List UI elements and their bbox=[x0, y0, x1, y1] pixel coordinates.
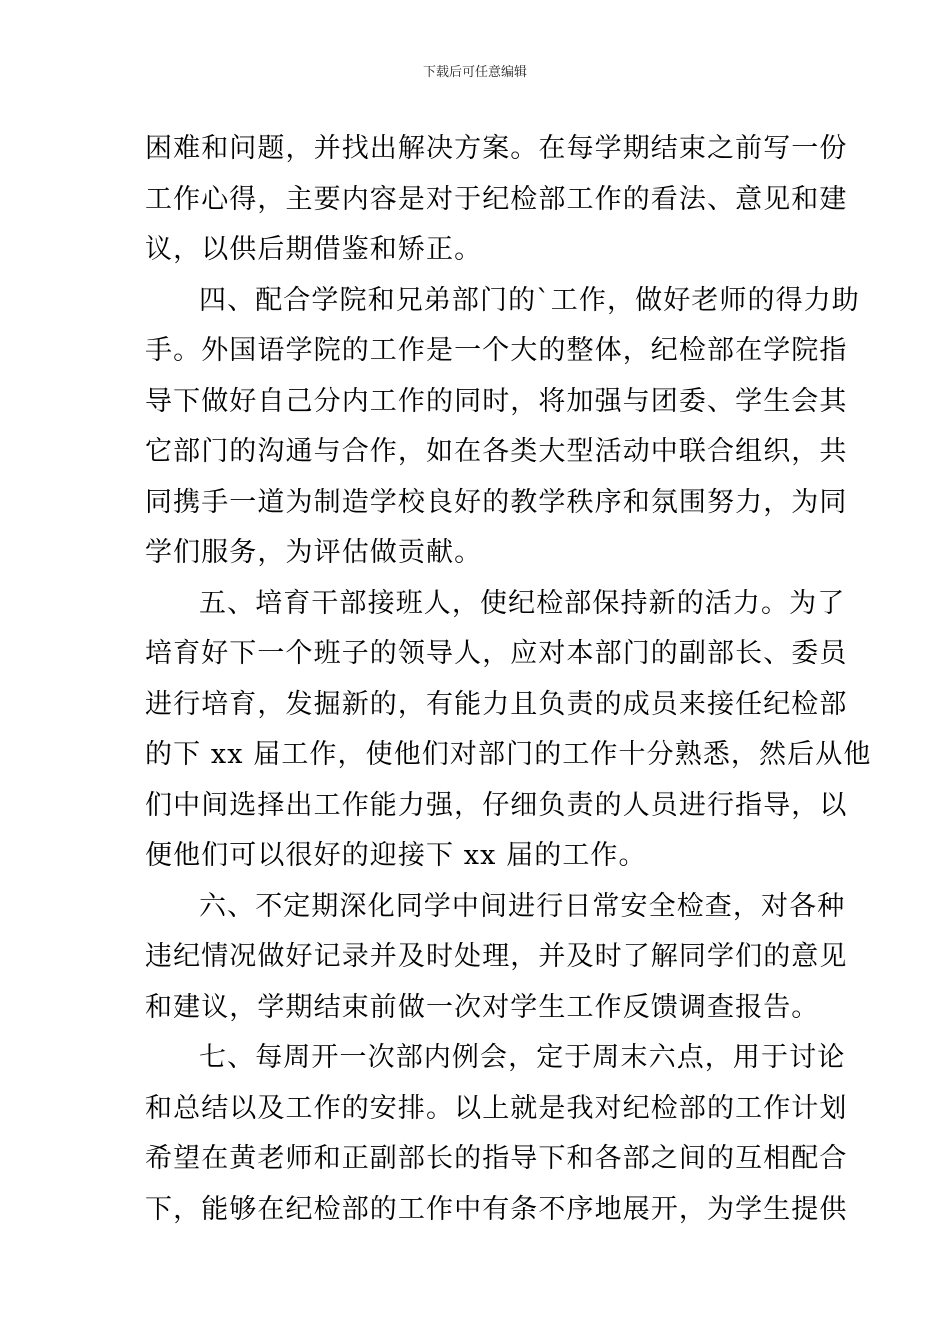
text-line: 导下做好自己分内工作的同时，将加强与团委、学生会其 bbox=[145, 385, 848, 417]
paragraph-3 bbox=[145, 579, 872, 882]
text-line: 进行培育，发掘新的，有能力且负责的成员来接任纪检部 bbox=[145, 688, 848, 720]
text-line: 的下 xx 届工作，使他们对部门的工作十分熟悉，然后从他 bbox=[145, 739, 872, 770]
text-line: 七、每周开一次部内例会，定于周末六点，用于讨论 bbox=[199, 1042, 846, 1073]
text-line: 六、不定期深化同学中间进行日常安全检查，对各种 bbox=[199, 890, 846, 922]
text-line: 四、配合学院和兄弟部门的`工作，做好老师的得力助 bbox=[199, 284, 860, 316]
page-header: 下载后可任意编辑 bbox=[422, 65, 527, 80]
text-line: 们中间选择出工作能力强，仔细负责的人员进行指导，以 bbox=[145, 789, 848, 821]
text-line: 议，以供后期借鉴和矫正。 bbox=[145, 234, 483, 265]
text-line: 工作心得，主要内容是对于纪检部工作的看法、意见和建 bbox=[145, 183, 848, 215]
paragraph-5 bbox=[145, 1033, 848, 1235]
text-line: 和总结以及工作的安排。以上就是我对纪检部的工作计划 bbox=[145, 1092, 848, 1124]
text-line: 违纪情况做好记录并及时处理，并及时了解同学们的意见 bbox=[145, 941, 848, 972]
text-line: 学们服务，为评估做贡献。 bbox=[145, 537, 483, 568]
text-line: 培育好下一个班子的领导人，应对本部门的副部长、委员 bbox=[145, 638, 848, 669]
text-line: 五、培育干部接班人，使纪检部保持新的活力。为了 bbox=[199, 587, 846, 619]
text-line: 和建议，学期结束前做一次对学生工作反馈调查报告。 bbox=[145, 991, 820, 1023]
text-line: 手。外国语学院的工作是一个大的整体，纪检部在学院指 bbox=[145, 335, 848, 366]
text-line: 同携手一道为制造学校良好的教学秩序和氛围努力，为同 bbox=[145, 486, 848, 518]
text-line: 希望在黄老师和正副部长的指导下和各部之间的互相配合 bbox=[145, 1143, 848, 1174]
paragraph-1 bbox=[145, 124, 848, 276]
paragraph-4 bbox=[145, 882, 848, 1034]
text-line: 困难和问题，并找出解决方案。在每学期结束之前写一份 bbox=[145, 133, 848, 164]
text-line: 下，能够在纪检部的工作中有条不序地展开，为学生提供 bbox=[145, 1193, 848, 1225]
text-line: 便他们可以很好的迎接下 xx 届的工作。 bbox=[145, 840, 647, 871]
text-line: 它部门的沟通与合作，如在各类大型活动中联合组织，共 bbox=[145, 436, 848, 467]
document-body bbox=[145, 124, 872, 1235]
paragraph-2 bbox=[145, 276, 860, 579]
